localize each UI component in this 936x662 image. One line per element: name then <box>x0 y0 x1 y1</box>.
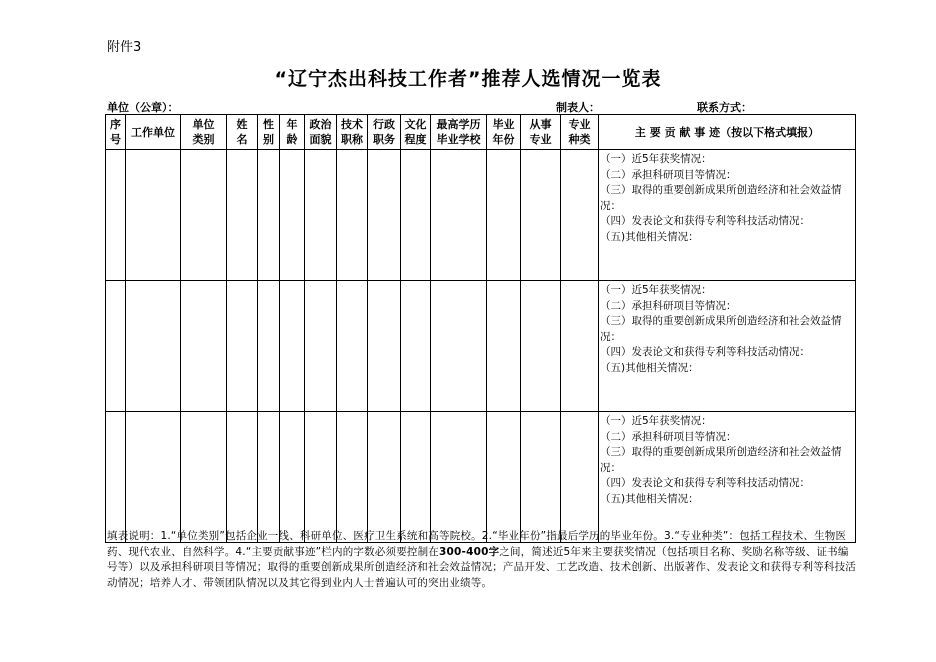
empty-cell[interactable] <box>401 412 431 543</box>
empty-cell[interactable] <box>126 281 181 412</box>
preparer-label: 制表人： <box>556 101 600 114</box>
header-cell: 主 要 贡 献 事 迹（按以下格式填报） <box>599 115 856 150</box>
header-cell: 行政职务 <box>368 115 401 150</box>
contribution-line: （五)其他相关情况： <box>600 492 699 505</box>
empty-cell[interactable] <box>280 412 305 543</box>
contribution-line: （三）取得的重要创新成果所创造经济和社会效益情况： <box>600 446 842 474</box>
header-cell: 性别 <box>258 115 280 150</box>
contribution-line: （四）发表论文和获得专利等科技活动情况： <box>600 215 810 227</box>
header-cell: 政治面貌 <box>305 115 337 150</box>
contribution-line: （四）发表论文和获得专利等科技活动情况： <box>600 346 810 358</box>
contribution-line: （一）近5年获奖情况： <box>600 284 712 296</box>
empty-cell[interactable] <box>521 412 561 543</box>
empty-cell[interactable] <box>431 150 487 281</box>
empty-cell[interactable] <box>431 281 487 412</box>
table-row <box>106 412 856 543</box>
header-cell: 年龄 <box>280 115 305 150</box>
empty-cell[interactable] <box>368 281 401 412</box>
contribution-line: （四）发表论文和获得专利等科技活动情况： <box>600 477 810 489</box>
empty-cell[interactable] <box>368 412 401 543</box>
empty-cell[interactable] <box>561 281 599 412</box>
contribution-cell[interactable] <box>599 150 856 281</box>
empty-cell[interactable] <box>258 412 280 543</box>
empty-cell[interactable] <box>561 150 599 281</box>
empty-cell[interactable] <box>521 150 561 281</box>
contribution-cell[interactable] <box>599 412 856 543</box>
empty-cell[interactable] <box>401 281 431 412</box>
empty-cell[interactable] <box>181 150 227 281</box>
header-cell: 最高学历毕业学校 <box>431 115 487 150</box>
contribution-line: （一）近5年获奖情况： <box>600 415 712 427</box>
contribution-line: （三）取得的重要创新成果所创造经济和社会效益情况： <box>600 315 842 343</box>
empty-cell[interactable] <box>227 150 258 281</box>
contribution-line: （二）承担科研项目等情况： <box>600 299 737 312</box>
header-cell: 毕业年份 <box>487 115 521 150</box>
empty-cell[interactable] <box>280 150 305 281</box>
empty-cell[interactable] <box>181 281 227 412</box>
empty-cell[interactable] <box>521 281 561 412</box>
contribution-cell[interactable] <box>599 281 856 412</box>
contact-label: 联系方式： <box>697 101 752 114</box>
header-cell: 从事专业 <box>521 115 561 150</box>
empty-cell[interactable] <box>227 281 258 412</box>
empty-cell[interactable] <box>487 412 521 543</box>
empty-cell[interactable] <box>280 281 305 412</box>
empty-cell[interactable] <box>561 412 599 543</box>
empty-cell[interactable] <box>305 150 337 281</box>
unit-seal-label: 单位（公章）： <box>107 101 179 114</box>
empty-cell[interactable] <box>337 150 368 281</box>
empty-cell[interactable] <box>126 412 181 543</box>
header-cell: 专业种类 <box>561 115 599 150</box>
filling-instructions: 填表说明：1.“单位类别”包括企业一线、科研单位、医疗卫生系统和高等院校。2.“毕业年份”指最后学历的毕业年份。3.“专业种类”：包括工程技术、生物医药、现代农业、自然科学。4.“主要贡献事迹”栏内的字数必须要控制在300-400字之间，简述近5年来主要获奖情况（包括项目名称、奖励名称等级、证书编号等）以及承担科研项目等情况；取得的重要创新成果所创造经济和社会效益情况；产品开发、工艺改造、技术创新、出版著作、发表论文和获得专利等科技活动情况；培养人才、带领团队情况以及其它得到业内人士普遍认可的突出业绩等。 <box>107 530 856 589</box>
empty-cell[interactable] <box>106 281 126 412</box>
empty-cell[interactable] <box>431 412 487 543</box>
contribution-line: （五)其他相关情况： <box>600 230 699 243</box>
contribution-line: （二）承担科研项目等情况： <box>600 168 737 181</box>
table-row <box>106 281 856 412</box>
empty-cell[interactable] <box>368 150 401 281</box>
table-row <box>106 150 856 281</box>
header-row <box>106 115 856 150</box>
nominee-table <box>105 114 856 543</box>
header-cell: 姓名 <box>227 115 258 150</box>
empty-cell[interactable] <box>106 150 126 281</box>
empty-cell[interactable] <box>227 412 258 543</box>
empty-cell[interactable] <box>337 412 368 543</box>
empty-cell[interactable] <box>401 150 431 281</box>
contribution-line: （三）取得的重要创新成果所创造经济和社会效益情况： <box>600 184 842 212</box>
empty-cell[interactable] <box>487 281 521 412</box>
contribution-line: （五)其他相关情况： <box>600 361 699 374</box>
header-cell: 技术职称 <box>337 115 368 150</box>
empty-cell[interactable] <box>126 150 181 281</box>
empty-cell[interactable] <box>181 412 227 543</box>
empty-cell[interactable] <box>258 281 280 412</box>
header-cell: 序号 <box>106 115 126 150</box>
page-title: “辽宁杰出科技工作者”推荐人选情况一览表 <box>274 68 662 90</box>
empty-cell[interactable] <box>258 150 280 281</box>
empty-cell[interactable] <box>106 412 126 543</box>
empty-cell[interactable] <box>487 150 521 281</box>
contribution-line: （二）承担科研项目等情况： <box>600 430 737 443</box>
header-cell: 工作单位 <box>126 115 181 150</box>
attachment-label: 附件3 <box>107 40 142 55</box>
empty-cell[interactable] <box>305 412 337 543</box>
header-cell: 文化程度 <box>401 115 431 150</box>
empty-cell[interactable] <box>337 281 368 412</box>
contribution-line: （一）近5年获奖情况： <box>600 153 712 165</box>
header-cell: 单位类别 <box>181 115 227 150</box>
empty-cell[interactable] <box>305 281 337 412</box>
